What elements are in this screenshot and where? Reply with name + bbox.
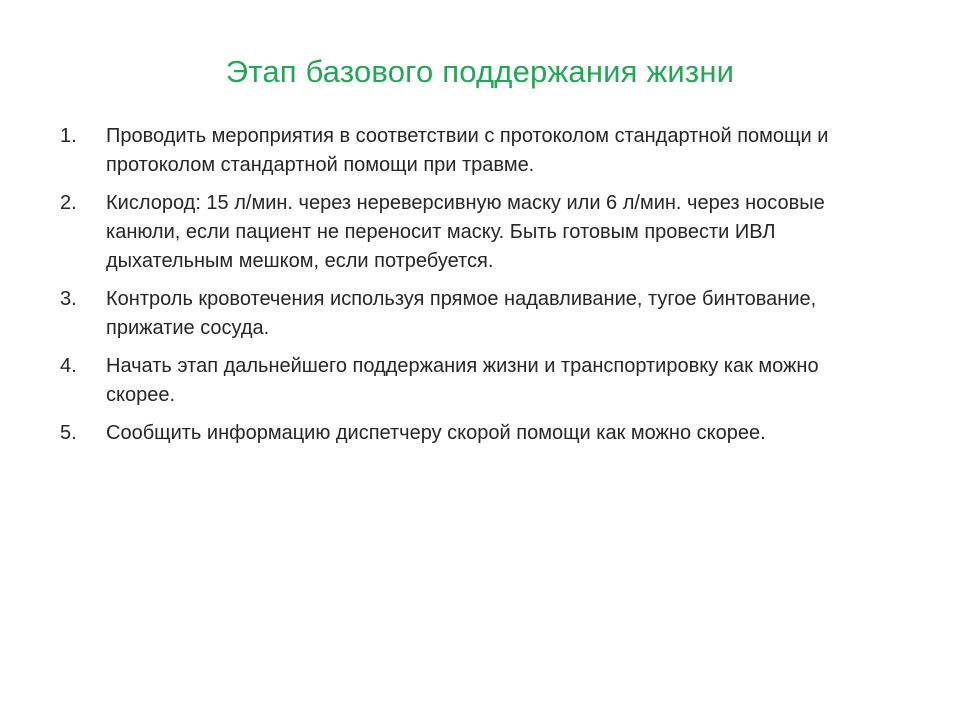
list-item-number: 3. <box>60 288 77 310</box>
list-item-number: 1. <box>60 125 77 147</box>
list-item-text: Начать этап дальнейшего поддержания жизни и транспортировку как можно скорее. <box>106 355 819 406</box>
list-item <box>60 352 890 410</box>
list-item-text: Сообщить информацию диспетчеру скорой помощи как можно скорее. <box>106 422 766 444</box>
list-item-number: 4. <box>60 355 77 377</box>
list-item-number: 2. <box>60 192 77 214</box>
list-item-text: Проводить мероприятия в соответствии с протоколом стандартной помощи и протоколом стандартной помощи при травме. <box>106 125 829 176</box>
numbered-list <box>60 122 890 457</box>
list-item <box>60 189 890 276</box>
list-item-text: Контроль кровотечения используя прямое надавливание, тугое бинтование, прижатие сосуда. <box>106 288 817 339</box>
list-item-text: Кислород: 15 л/мин. через нереверсивную маску или 6 л/мин. через носовые канюли, если пациент не переносит маску. Быть готовым провести ИВЛ дыхательным мешком, если потребуется. <box>106 192 825 272</box>
list-item <box>60 122 890 180</box>
slide-title: Этап базового поддержания жизни <box>225 54 735 89</box>
list-item-number: 5. <box>60 422 77 444</box>
list-item <box>60 285 890 343</box>
list-item <box>60 419 890 448</box>
